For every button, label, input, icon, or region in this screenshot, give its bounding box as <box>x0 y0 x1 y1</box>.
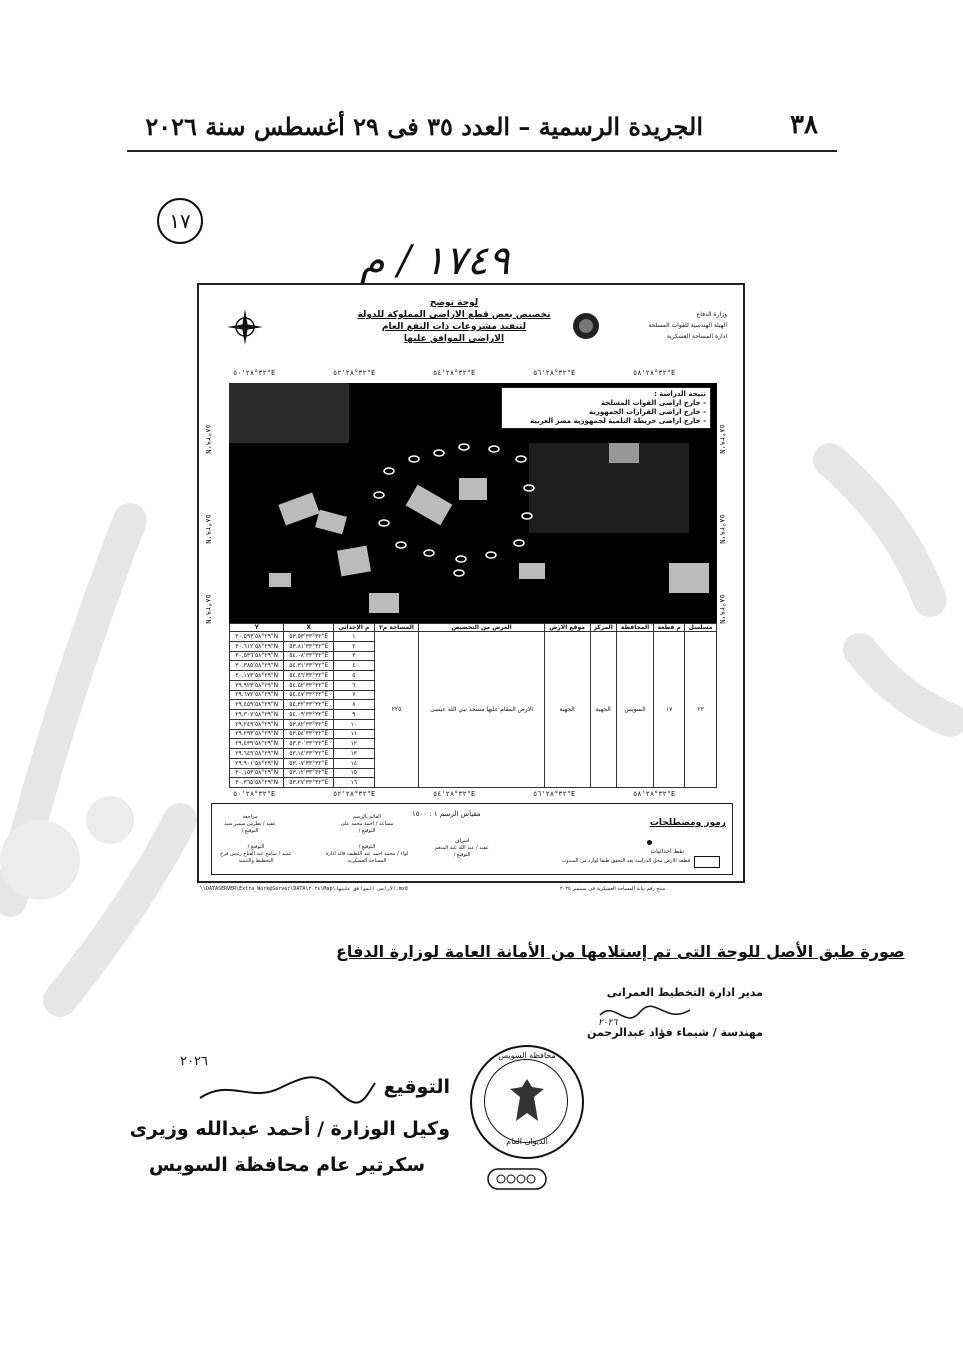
org-emblem-icon <box>571 311 601 341</box>
table-cell: ٢٩°٥٨'٣٠.٥٣٦"N <box>230 651 284 661</box>
table-header-row <box>230 624 717 632</box>
th-serial: مسلسل <box>685 624 717 632</box>
table-cell: ٢٩°٥٨'٢٩.٦٤٩"N <box>230 749 284 759</box>
org-line: وزارة الدفاع <box>696 311 727 318</box>
legend-title: رموز ومصطلحات <box>649 818 726 828</box>
table-cell: ٣٢°٣٣'٥٣.١٢"E <box>284 768 334 778</box>
bottom-coord: ٣٢°٢٨'٥٢"E <box>333 790 376 798</box>
sign-block <box>220 814 280 835</box>
th-location: موقع الارض <box>544 624 590 632</box>
table-cell: ١٣ <box>334 749 375 759</box>
sign-name: عقيد / بطرس سمير سيد <box>224 821 276 827</box>
planning-title: مدير ادارة التخطيط العمرانى <box>606 986 763 999</box>
table-cell: ٢٩°٥٨'٢٩.٦٧٢"N <box>230 690 284 700</box>
table-cell: ١٠ <box>334 719 375 729</box>
sign-sig: التوقيع / <box>241 828 259 834</box>
left-coord: ٢٩°٥٨'N <box>203 424 212 454</box>
th-governorate: المحافظة <box>616 624 653 632</box>
table-cell: ٣٢°٣٣'٥٣.٢٧"E <box>284 778 334 788</box>
table-cell: ١٦ <box>334 778 375 788</box>
th-point: م الإحداثي <box>334 624 375 632</box>
table-cell: ٢٢٥ <box>374 632 419 788</box>
table-cell: ٢٩°٥٨'٣٠.١٥٣"N <box>230 768 284 778</box>
th-x: X <box>284 624 334 632</box>
circled-number <box>157 198 203 244</box>
top-coord: ٣٢°٢٨'٥٠"E <box>233 369 276 377</box>
signature-label-text: التوقيع <box>383 1076 450 1098</box>
table-cell: ١٧ <box>654 632 685 788</box>
table-cell: ٢٩°٥٨'٢٩.٣٠٧"N <box>230 710 284 720</box>
table-cell: ٣٢°٣٣'٥٣.٨١"E <box>284 641 334 651</box>
sign-block <box>332 814 402 835</box>
map-title-block <box>339 297 569 345</box>
table-cell: ٣٢°٣٣'٥٣.٠٧"E <box>284 758 334 768</box>
sign-sig: التوقيع / <box>358 828 376 834</box>
top-coord: ٣٢°٢٨'٥٢"E <box>333 369 376 377</box>
handwritten-signature <box>190 1068 380 1108</box>
sign-role: القائم بالرسم <box>353 814 381 820</box>
left-coord: ٢٩°٥٨'N <box>203 514 212 544</box>
sign-name: عميد / سامح عبد الفتاح رئيس فرع التخطيط والتنمية <box>220 851 292 864</box>
table-cell: الارض المقام عليها مسجد نبي الله عيسى <box>419 632 544 788</box>
signature-line2: سكرتير عام محافظة السويس <box>148 1154 425 1176</box>
planning-date: ٢٠٢٦ <box>598 1018 618 1028</box>
legend-box-icon <box>694 856 720 868</box>
table-cell: الجهبة <box>544 632 590 788</box>
table-cell: ٣٢°٣٣'٥٣.٥٤"E <box>284 729 334 739</box>
study-result-box <box>501 387 711 429</box>
th-plot: م قطعة <box>654 624 685 632</box>
sign-block <box>216 844 296 865</box>
right-coord: ٢٩°٥٨'N <box>717 514 726 544</box>
seal-number-stamp <box>487 1168 547 1190</box>
study-result-item: - خارج اراضى القوات المسلحة <box>601 399 706 407</box>
table-cell: ٨ <box>334 700 375 710</box>
sign-role: اشراف <box>454 838 470 844</box>
sign-role: التوقيع / <box>358 844 376 850</box>
th-y: Y <box>230 624 284 632</box>
sign-block <box>322 844 412 865</box>
handwritten-reference: ١٧٤٩ / م <box>360 238 510 284</box>
certification-note: صورة طبق الأصل للوحة التى تم إستلامها من الأمانة العامة لوزارة الدفاع <box>336 942 905 961</box>
scale-text: مقياس الرسم ١ : ١٥٠٠ <box>412 810 481 818</box>
table-cell: الجهبة <box>590 632 616 788</box>
legend-item: قطعة الارض محل الدراسة بعد التحقق طبقا لوارد من المندوب <box>561 858 690 864</box>
th-center: المركز <box>590 624 616 632</box>
legend-panel <box>211 803 733 875</box>
map-title-line: لتنفيذ مشروعات ذات النفع العام <box>381 322 527 332</box>
table-cell: ٢٩°٥٨'٣٠.٦١٢"N <box>230 641 284 651</box>
table-cell: ٢٩°٥٨'٣٠.٣٨٥"N <box>230 661 284 671</box>
planning-name: مهندسة / شيماء فؤاد عبدالرحمن <box>587 1026 763 1039</box>
right-coord: ٢٩°٥٨'N <box>717 424 726 454</box>
gazette-header-title: الجريدة الرسمية – العدد ٣٥ فى ٢٩ أغسطس سنة ٢٠٢٦ <box>145 112 703 141</box>
sign-name: مساعد / احمد محمد على <box>340 821 394 827</box>
study-result-item: - خارج اراضى خريطة التلمية لجمهورية مصر العربية <box>530 417 706 425</box>
map-title-line: الاراضى الموافق عليها <box>403 334 505 344</box>
map-title-line: تخصيص بعض قطع الاراضى المملوكة للدولة <box>357 310 551 320</box>
table-cell: ١١ <box>334 729 375 739</box>
table-cell: ٢٩°٥٨'٣٠.١٧٣"N <box>230 671 284 681</box>
table-cell: ٢٩°٥٨'٣٠.٥٩٣"N <box>230 632 284 642</box>
footer-right: منتج رقم بيانة المساحة العسكرية فى سبتمبر ٢٠٢٥ <box>560 886 666 892</box>
header-rule <box>127 150 837 152</box>
table-cell: ٦ <box>334 680 375 690</box>
legend-item: نقط احداثيات <box>650 848 684 855</box>
table-cell: ١٥ <box>334 768 375 778</box>
footer-path: \\DATASERVER\Extra_Work@Server\DATA\٢٠٢٤\Map\الاراضى الموافق عليها.mxd <box>200 886 408 892</box>
top-coord: ٣٢°٢٨'٥٤"E <box>433 369 476 377</box>
table-cell: ٢٩°٥٨'٢٩.٩٠١"N <box>230 758 284 768</box>
table-cell: ٣٢°٣٣'٥٤.٠٨"E <box>284 651 334 661</box>
table-cell: ٢٩°٥٨'٢٩.٢٩٣"N <box>230 729 284 739</box>
table-cell: ٣٢°٣٣'٥٣.١٤"E <box>284 749 334 759</box>
signature-line1: وكيل الوزارة / أحمد عبدالله وزيرى <box>129 1118 450 1140</box>
table-cell: ٤ <box>334 661 375 671</box>
org-line: الهيئة الهندسية للقوات المسلحة <box>648 322 727 329</box>
sign-name: لواء / محمد احمد عبد اللطيف قائد ادارة المساحة العسكرية <box>325 851 409 864</box>
circled-number-text: ١٧ <box>169 209 191 233</box>
bottom-coord: ٣٢°٢٨'٥٠"E <box>233 790 276 798</box>
table-cell: ٧ <box>334 690 375 700</box>
table-cell: ١ <box>334 632 375 642</box>
compass-icon <box>225 307 265 347</box>
map-title-line: لوحة توضح <box>429 298 479 308</box>
table-cell: ٣٢°٣٣'٥٤.٥٢"E <box>284 680 334 690</box>
top-coord: ٣٢°٢٨'٥٦"E <box>533 369 576 377</box>
table-cell: ٢٩°٥٨'٢٩.٤٣٩"N <box>230 739 284 749</box>
table-cell: ١٢ <box>334 739 375 749</box>
map-sheet <box>197 283 745 883</box>
table-cell: ٣٢°٣٣'٥٤.٣١"E <box>284 661 334 671</box>
bottom-coord: ٣٢°٢٨'٥٨"E <box>633 790 676 798</box>
table-cell: ٣٢°٣٣'٥٤.٣٢"E <box>284 700 334 710</box>
page-number: ٣٨ <box>790 110 818 140</box>
table-cell: ٣٢°٣٣'٥٤.٠٩"E <box>284 710 334 720</box>
th-purpose: الغرض من التخصيص <box>419 624 544 632</box>
satellite-image <box>229 383 717 623</box>
left-coord: ٢٩°٥٨'N <box>203 594 212 624</box>
bottom-coord: ٣٢°٢٨'٥٤"E <box>433 790 476 798</box>
table-cell: ٢٩°٥٨'٢٩.٢٤٩"N <box>230 719 284 729</box>
seal-top-text: محافظة السويس <box>498 1051 556 1060</box>
table-cell: ٢٩°٥٨'٢٩.٩٢٣"N <box>230 680 284 690</box>
table-cell: ٣٢°٣٣'٥٣.٣٠"E <box>284 739 334 749</box>
table-cell: ٣٢°٣٣'٥٤.٤٧"E <box>284 690 334 700</box>
table-cell: ٣ <box>334 651 375 661</box>
org-block <box>607 309 727 342</box>
table-cell: ٩ <box>334 710 375 720</box>
table-cell: ٢٩°٥٨'٣٠.٣٦٥"N <box>230 778 284 788</box>
sign-block <box>422 838 502 859</box>
table-cell: ٢ <box>334 641 375 651</box>
signature-date: ٢٠٢٦ <box>180 1054 208 1069</box>
table-cell: ٣٢°٣٣'٥٤.٤٦"E <box>284 671 334 681</box>
table-row <box>230 632 717 642</box>
table-cell: ٢٣ <box>685 632 717 788</box>
table-cell: ٥ <box>334 671 375 681</box>
eagle-icon <box>508 1077 546 1125</box>
legend-dot-icon <box>647 840 652 845</box>
study-result-title: نتيجة الدراسة : <box>654 390 706 398</box>
study-result-item: - خارج اراضى القرارات الجمهورية <box>588 408 706 416</box>
right-coord: ٢٩°٥٨'N <box>717 594 726 624</box>
table-cell: ١٤ <box>334 758 375 768</box>
sign-sig: التوقيع / <box>453 852 471 858</box>
plot-table <box>229 623 717 788</box>
table-cell: ٢٩°٥٨'٢٩.٤٥٩"N <box>230 700 284 710</box>
sign-role: التوقيع / <box>247 844 265 850</box>
th-area: المساحة م٢ <box>374 624 419 632</box>
bottom-coord: ٣٢°٢٨'٥٦"E <box>533 790 576 798</box>
table-cell: ٣٢°٣٣'٥٣.٨٢"E <box>284 719 334 729</box>
table-cell: ٣٢°٣٣'٥٣.٥٣"E <box>284 632 334 642</box>
official-seal <box>470 1045 584 1159</box>
table-cell: السويس <box>616 632 653 788</box>
org-line: ادارة المساحة العسكرية <box>666 333 727 340</box>
table-body <box>230 632 717 788</box>
seal-bottom-text: الديوان العام <box>506 1137 548 1146</box>
plot-table-grid <box>229 623 717 788</box>
sign-role: مراجعة <box>242 814 258 820</box>
sign-name: عقيد / عبد الله عبد المنعم <box>435 845 489 851</box>
top-coord: ٣٢°٢٨'٥٨"E <box>633 369 676 377</box>
